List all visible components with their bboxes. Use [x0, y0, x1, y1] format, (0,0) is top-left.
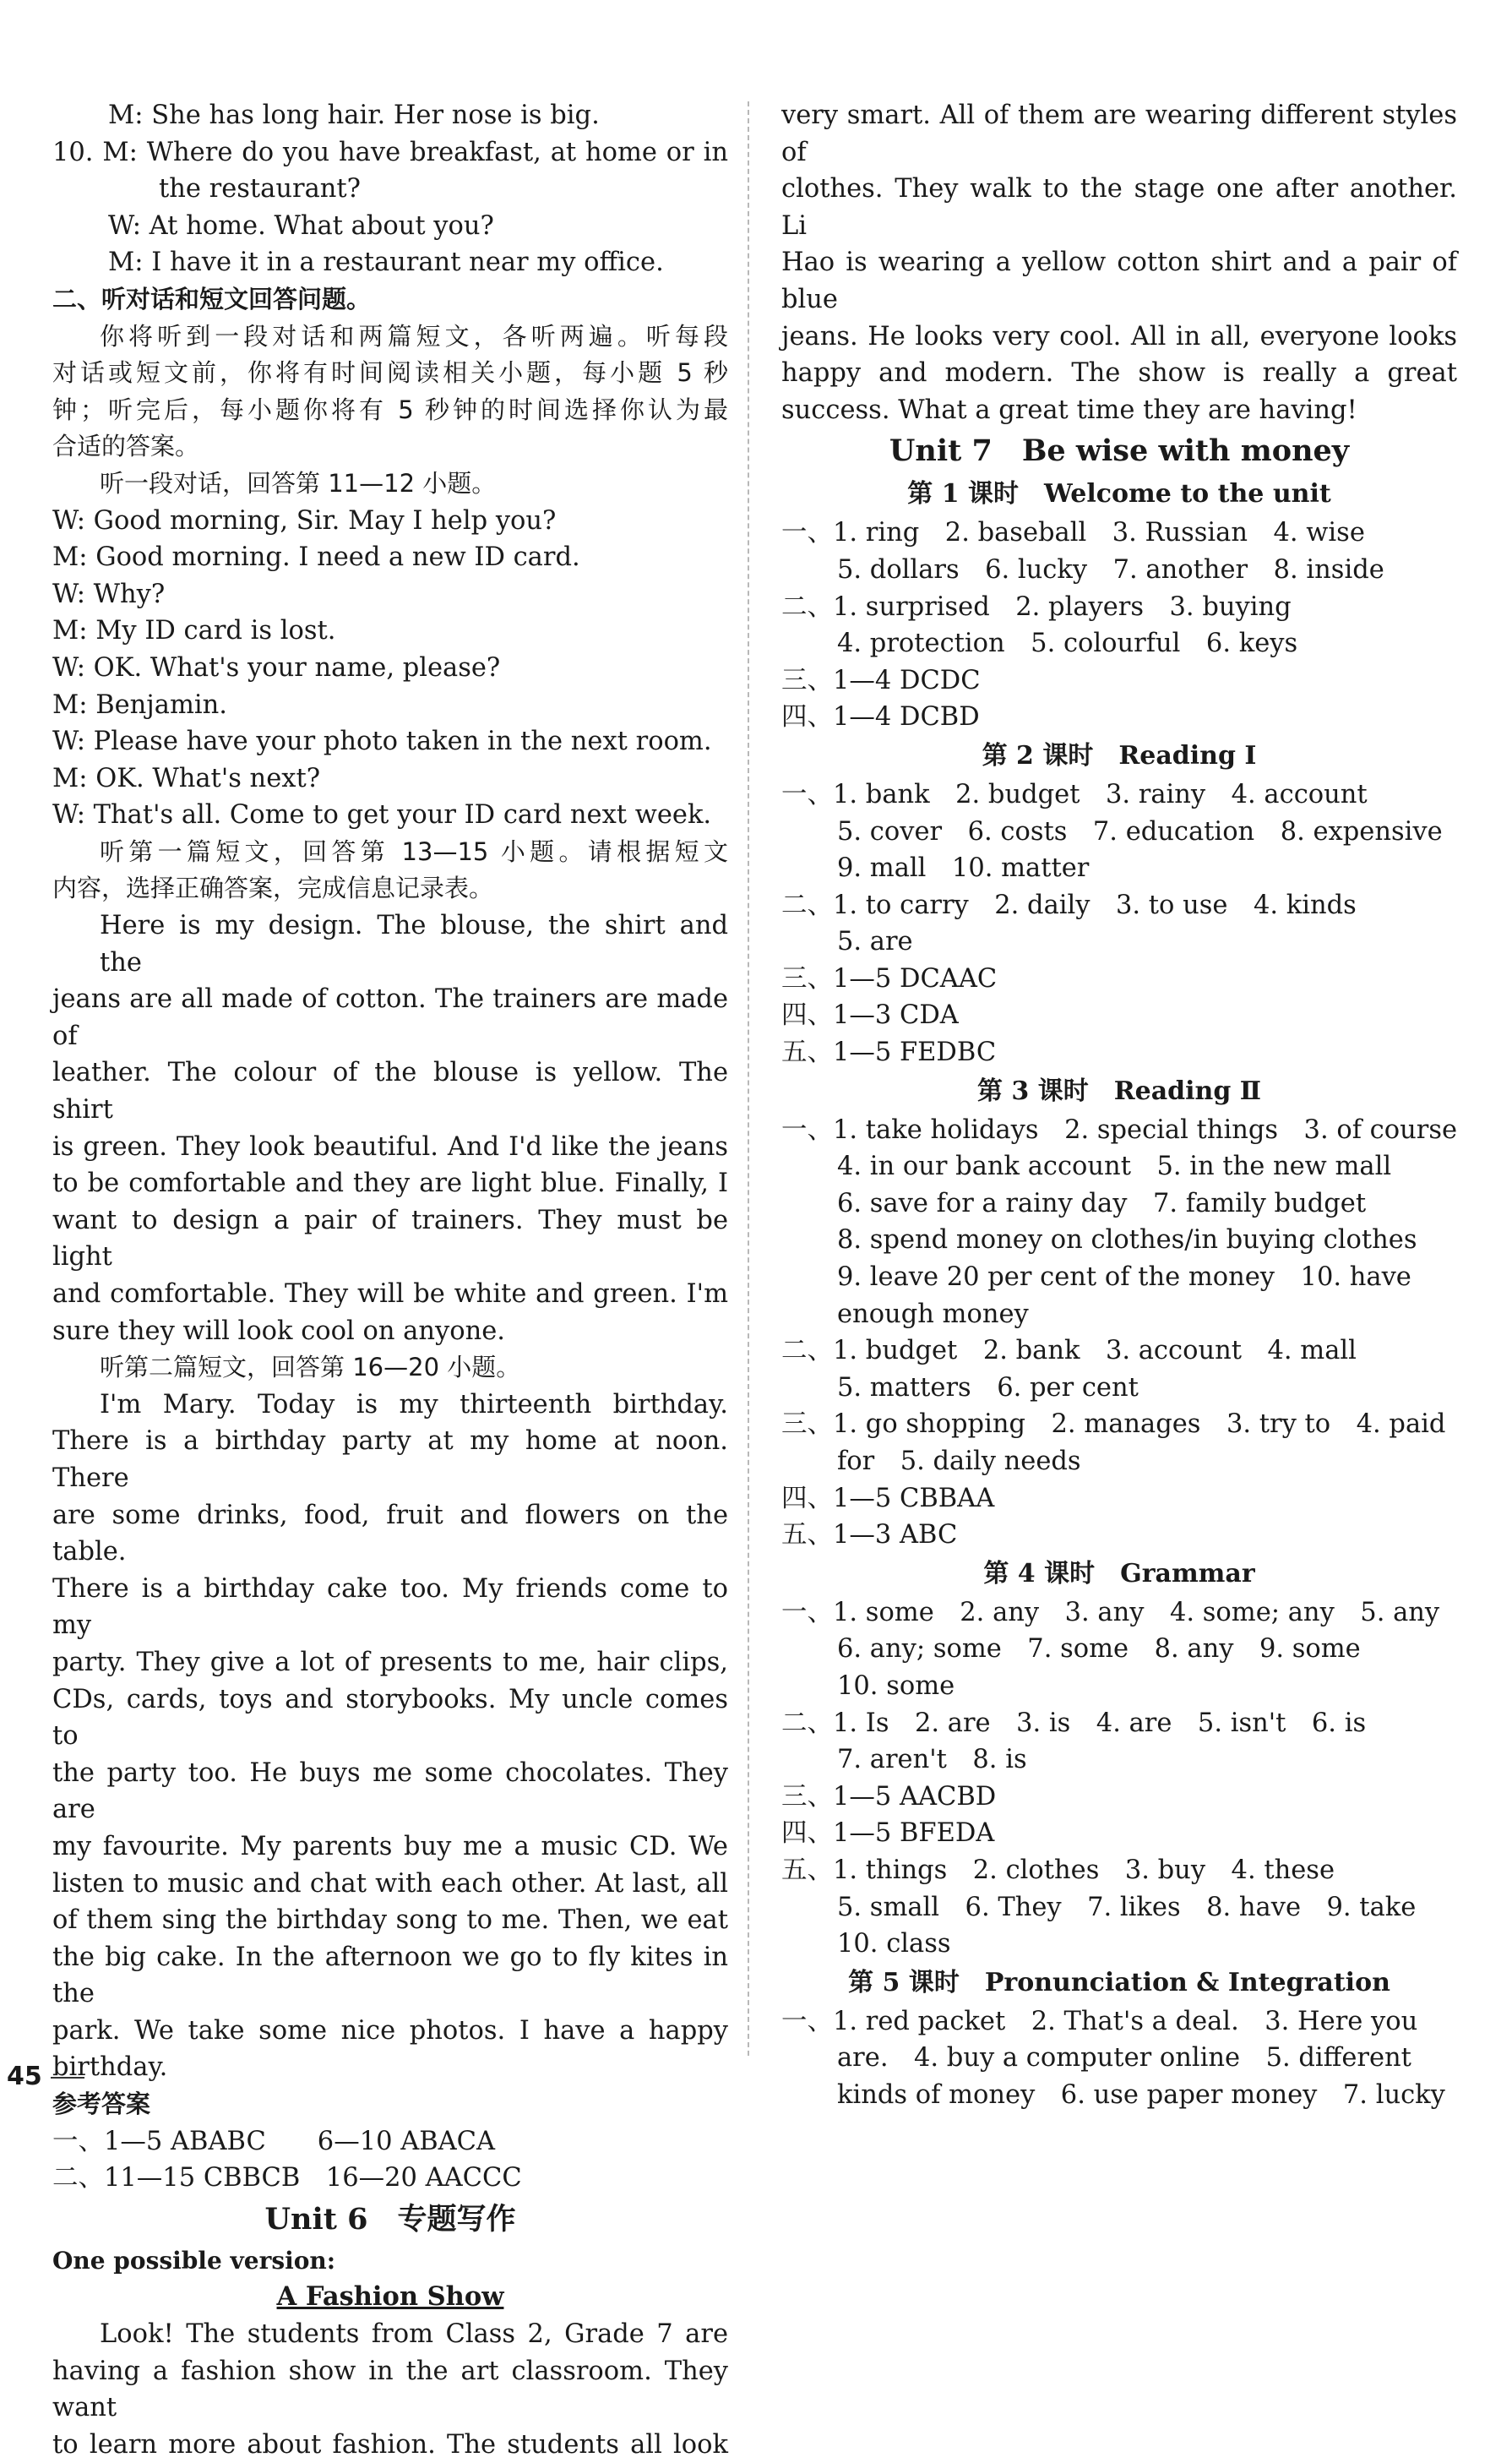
- text-line: jeans are all made of cotton. The trainers are made of: [52, 984, 728, 1051]
- text-line: W: Please have your photo taken in the next room.: [52, 727, 712, 757]
- text-line: There is a birthday cake too. My friends come to my: [52, 1573, 728, 1641]
- answer-line: 一、1. red packet 2. That's a deal. 3. Here you: [781, 2006, 1418, 2036]
- essay-title: A Fashion Show: [276, 2281, 504, 2313]
- text-line: 你将听到一段对话和两篇短文，各听两遍。听每段: [100, 321, 728, 351]
- text-line: M: My ID card is lost.: [52, 616, 336, 646]
- answer-line: 三、1—5 AACBD: [781, 1781, 997, 1812]
- answer-line: 二、11—15 CBBCB 16—20 AACCC: [52, 2163, 522, 2193]
- text-line: There is a birthday party at my home at noon. There: [52, 1426, 728, 1493]
- text-line: One possible version:: [52, 2246, 336, 2275]
- lesson-heading: 第 2 课时 Reading Ⅰ: [982, 740, 1257, 771]
- text-line: W: That's all. Come to get your ID card next week.: [52, 800, 712, 831]
- answer-line: 5. small 6. They 7. likes 8. have 9. take: [837, 1892, 1417, 1922]
- text-line: the party too. He buys me some chocolates. They are: [52, 1757, 728, 1825]
- answer-line: 5. cover 6. costs 7. education 8. expensive: [837, 816, 1443, 847]
- footer-rule: [51, 2077, 84, 2079]
- answer-line: 9. leave 20 per cent of the money 10. have: [837, 1262, 1411, 1293]
- text-line: W: OK. What's your name, please?: [52, 652, 501, 683]
- text-line: birthday.: [52, 2052, 168, 2083]
- lesson-heading: 第 1 课时 Welcome to the unit: [907, 479, 1331, 509]
- answer-line: 二、1. surprised 2. players 3. buying: [781, 591, 1292, 622]
- text-line: M: She has long hair. Her nose is big.: [108, 101, 600, 130]
- text-line: Look! The students from Class 2, Grade 7 are: [100, 2319, 728, 2350]
- answer-line: 4. in our bank account 5. in the new mall: [837, 1152, 1392, 1182]
- answer-line: 7. aren't 8. is: [837, 1745, 1027, 1775]
- text-line: M: Good morning. I need a new ID card.: [52, 542, 580, 573]
- text-line: to learn more about fashion. The students all look: [52, 2429, 728, 2460]
- answer-line: 二、1. budget 2. bank 3. account 4. mall: [781, 1336, 1357, 1366]
- text-line: 对话或短文前，你将有时间阅读相关小题，每小题 5 秒: [52, 358, 728, 388]
- text-line: success. What a great time they are having!: [781, 395, 1357, 425]
- column-divider: [748, 101, 749, 2056]
- text-line: and comfortable. They will be white and green. I'm: [52, 1279, 728, 1309]
- text-line: happy and modern. The show is really a great: [781, 358, 1457, 389]
- text-line: 听第二篇短文，回答第 16—20 小题。: [100, 1353, 521, 1382]
- answer-line: 5. matters 6. per cent: [837, 1372, 1139, 1403]
- answer-line: 三、1—5 DCAAC: [781, 963, 998, 994]
- text-line: party. They give a lot of presents to me, hair clips,: [52, 1647, 728, 1677]
- answer-line: 二、1. to carry 2. daily 3. to use 4. kinds: [781, 890, 1357, 920]
- unit-title: Unit 6 专题写作: [264, 2201, 516, 2237]
- text-line: are some drinks, food, fruit and flowers on the table.: [52, 1500, 728, 1567]
- text-line: 合适的答案。: [52, 432, 200, 461]
- text-line: the restaurant?: [159, 174, 362, 204]
- answer-line: 五、1—3 ABC: [781, 1520, 958, 1550]
- text-line: 听一段对话，回答第 11—12 小题。: [100, 468, 497, 498]
- answer-line: 6. save for a rainy day 7. family budget: [837, 1188, 1367, 1218]
- answer-line: 四、1—3 CDA: [781, 1000, 959, 1031]
- answer-line: 5. are: [837, 927, 913, 957]
- lesson-heading: 第 3 课时 Reading Ⅱ: [976, 1076, 1262, 1106]
- text-line: leather. The colour of the blouse is yellow. The shirt: [52, 1058, 728, 1125]
- right-column: [781, 97, 1457, 2114]
- text-line: W: Why?: [52, 579, 166, 609]
- text-line: very smart. All of them are wearing different styles of: [781, 101, 1457, 167]
- answer-line: 三、1. go shopping 2. manages 3. try to 4. paid: [781, 1409, 1446, 1440]
- text-line: 内容，选择正确答案，完成信息记录表。: [52, 874, 494, 903]
- text-line: listen to music and chat with each other. At last, all: [52, 1868, 728, 1899]
- text-line: my favourite. My parents buy me a music CD. We: [52, 1831, 728, 1861]
- answer-line: 五、1. things 2. clothes 3. buy 4. these: [781, 1855, 1335, 1885]
- text-line: 10. M: Where do you have breakfast, at home or in: [52, 137, 728, 167]
- answer-line: 四、1—5 BFEDA: [781, 1818, 995, 1849]
- section-heading: 参考答案: [52, 2090, 151, 2119]
- left-column: [52, 97, 728, 2463]
- text-line: clothes. They walk to the stage one after another. Li: [781, 174, 1457, 241]
- text-line: W: Good morning, Sir. May I help you?: [52, 505, 557, 536]
- answer-line: 8. spend money on clothes/in buying clothes: [837, 1225, 1417, 1256]
- answer-line: are. 4. buy a computer online 5. different: [837, 2043, 1411, 2073]
- text-line: W: At home. What about you?: [108, 210, 494, 241]
- text-line: park. We take some nice photos. I have a happy: [52, 2015, 728, 2046]
- answer-line: 10. class: [837, 1929, 951, 1959]
- text-line: 听第一篇短文，回答第 13—15 小题。请根据短文: [100, 836, 728, 866]
- text-line: is green. They look beautiful. And I'd like the jeans: [52, 1131, 728, 1162]
- answer-line: 四、1—4 DCBD: [781, 702, 980, 733]
- lesson-heading: 第 5 课时 Pronunciation & Integration: [848, 1967, 1390, 1997]
- unit-title: Unit 7 Be wise with money: [889, 433, 1350, 469]
- answer-line: 一、1. ring 2. baseball 3. Russian 4. wise: [781, 518, 1365, 548]
- text-line: of them sing the birthday song to me. Then, we eat: [52, 1905, 728, 1936]
- text-line: M: OK. What's next?: [52, 763, 321, 793]
- text-line: CDs, cards, toys and storybooks. My uncle comes to: [52, 1684, 728, 1752]
- answer-line: 二、1. Is 2. are 3. is 4. are 5. isn't 6. is: [781, 1708, 1367, 1738]
- text-line: want to design a pair of trainers. They must be light: [52, 1205, 728, 1272]
- page-number: 45: [7, 2062, 42, 2091]
- text-line: I'm Mary. Today is my thirteenth birthday.: [100, 1389, 728, 1419]
- text-line: M: I have it in a restaurant near my office.: [108, 248, 664, 278]
- answer-line: 10. some: [837, 1670, 955, 1701]
- text-line: Hao is wearing a yellow cotton shirt and a pair of blue: [781, 248, 1457, 314]
- answer-line: 6. any; some 7. some 8. any 9. some: [837, 1634, 1361, 1665]
- answer-line: 四、1—5 CBBAA: [781, 1483, 995, 1513]
- answer-line: 五、1—5 FEDBC: [781, 1038, 997, 1068]
- answer-line: kinds of money 6. use paper money 7. lucky: [837, 2079, 1445, 2110]
- text-line: M: Benjamin.: [52, 689, 227, 720]
- answer-line: enough money: [837, 1299, 1029, 1329]
- text-line: sure they will look cool on anyone.: [52, 1316, 505, 1346]
- text-line: 钟；听完后，每小题你将有 5 秒钟的时间选择你认为最: [52, 395, 728, 424]
- answer-line: 4. protection 5. colourful 6. keys: [837, 629, 1298, 659]
- lesson-heading: 第 4 课时 Grammar: [983, 1558, 1255, 1588]
- text-line: having a fashion show in the art classroom. They want: [52, 2356, 728, 2423]
- answer-line: 三、1—4 DCDC: [781, 665, 981, 695]
- page-footer: [7, 2062, 84, 2091]
- section-heading: 二、听对话和短文回答问题。: [52, 284, 372, 313]
- answer-line: 一、1. bank 2. budget 3. rainy 4. account: [781, 779, 1368, 809]
- answer-line: for 5. daily needs: [837, 1447, 1081, 1476]
- text-line: to be comfortable and they are light blue. Finally, I: [52, 1169, 728, 1199]
- answer-line: 一、1. take holidays 2. special things 3. of course: [781, 1114, 1458, 1145]
- answer-line: 9. mall 10. matter: [837, 853, 1090, 884]
- text-line: Here is my design. The blouse, the shirt and the: [100, 911, 728, 978]
- answer-line: 5. dollars 6. lucky 7. another 8. inside: [837, 554, 1384, 585]
- answer-line: 一、1. some 2. any 3. any 4. some; any 5. any: [781, 1597, 1440, 1627]
- text-line: the big cake. In the afternoon we go to fly kites in the: [52, 1942, 728, 2009]
- answer-line: 一、1—5 ABABC 6—10 ABACA: [52, 2126, 496, 2156]
- text-line: jeans. He looks very cool. All in all, everyone looks: [781, 321, 1457, 351]
